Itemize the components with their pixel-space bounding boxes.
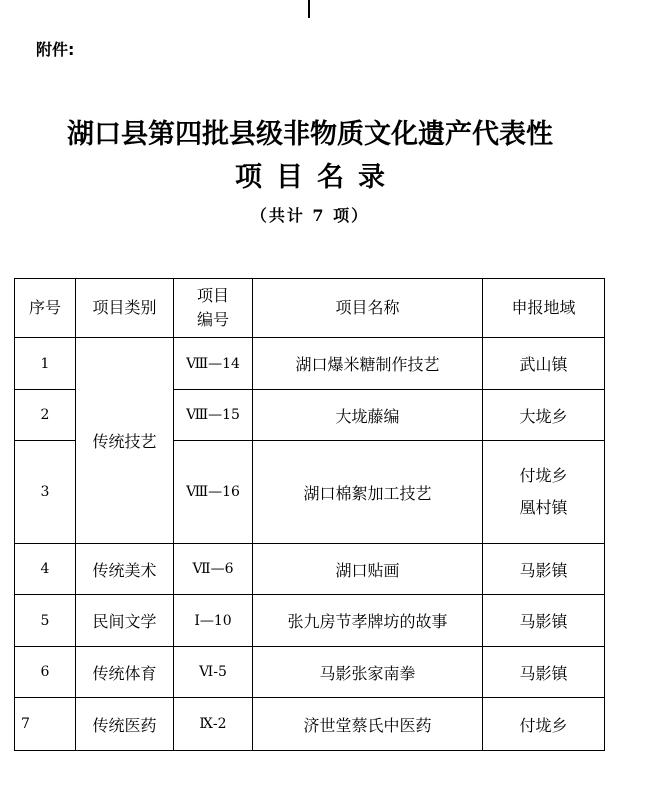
document-title: 湖口县第四批县级非物质文化遗产代表性 xyxy=(67,119,553,150)
column-header-region: 申报地域 xyxy=(483,279,605,338)
row-code: Ⅵ-5 xyxy=(174,647,253,698)
table-row xyxy=(15,647,605,698)
row-region: 付垅乡 xyxy=(483,698,605,751)
row-category: 传统美术 xyxy=(76,544,174,595)
column-header-category: 项目类别 xyxy=(76,279,174,338)
row-name: 湖口贴画 xyxy=(253,544,483,595)
column-header-index: 序号 xyxy=(15,279,76,338)
row-code: Ⅷ—14 xyxy=(174,338,253,390)
row-index: 3 xyxy=(15,441,76,544)
row-name: 济世堂蔡氏中医药 xyxy=(253,698,483,751)
column-header-code-line1: 项目 xyxy=(196,286,229,305)
heritage-list-table xyxy=(14,278,605,751)
row-code: Ⅷ—16 xyxy=(174,441,253,544)
table-row xyxy=(15,595,605,647)
row-name: 大垅藤编 xyxy=(253,390,483,441)
column-header-code-line2: 编号 xyxy=(196,310,229,329)
row-code: Ⅸ-2 xyxy=(174,698,253,751)
row-region: 马影镇 xyxy=(483,595,605,647)
row-region: 马影镇 xyxy=(483,544,605,595)
row-name: 马影张家南拳 xyxy=(253,647,483,698)
document-title-line2: 项目名录 xyxy=(235,162,399,193)
row-index: 6 xyxy=(15,647,76,698)
table-row xyxy=(15,698,605,751)
row-index: 4 xyxy=(15,544,76,595)
document-subtitle: （共计 7 项） xyxy=(250,206,370,225)
column-header-code xyxy=(174,279,253,338)
row-category: 传统技艺 xyxy=(76,338,174,544)
text-cursor xyxy=(308,0,310,18)
table-row xyxy=(15,544,605,595)
row-code: Ⅷ—15 xyxy=(174,390,253,441)
row-category: 民间文学 xyxy=(76,595,174,647)
row-category: 传统体育 xyxy=(76,647,174,698)
row-region-line2: 凰村镇 xyxy=(519,498,568,517)
attachment-label: 附件: xyxy=(36,40,75,59)
row-region xyxy=(483,441,605,544)
row-code: Ⅶ—6 xyxy=(174,544,253,595)
row-index: 5 xyxy=(15,595,76,647)
row-code: Ⅰ—10 xyxy=(174,595,253,647)
table-header-row xyxy=(15,279,605,338)
row-region: 马影镇 xyxy=(483,647,605,698)
row-index: 1 xyxy=(15,338,76,390)
table-row xyxy=(15,338,605,390)
row-index: 7 xyxy=(15,698,76,751)
row-region-line1: 付垅乡 xyxy=(519,466,568,485)
row-name: 湖口爆米糖制作技艺 xyxy=(253,338,483,390)
row-name: 张九房节孝牌坊的故事 xyxy=(253,595,483,647)
column-header-name: 项目名称 xyxy=(253,279,483,338)
row-name: 湖口棉絮加工技艺 xyxy=(253,441,483,544)
row-category: 传统医药 xyxy=(76,698,174,751)
row-index: 2 xyxy=(15,390,76,441)
row-region: 武山镇 xyxy=(483,338,605,390)
row-region: 大垅乡 xyxy=(483,390,605,441)
